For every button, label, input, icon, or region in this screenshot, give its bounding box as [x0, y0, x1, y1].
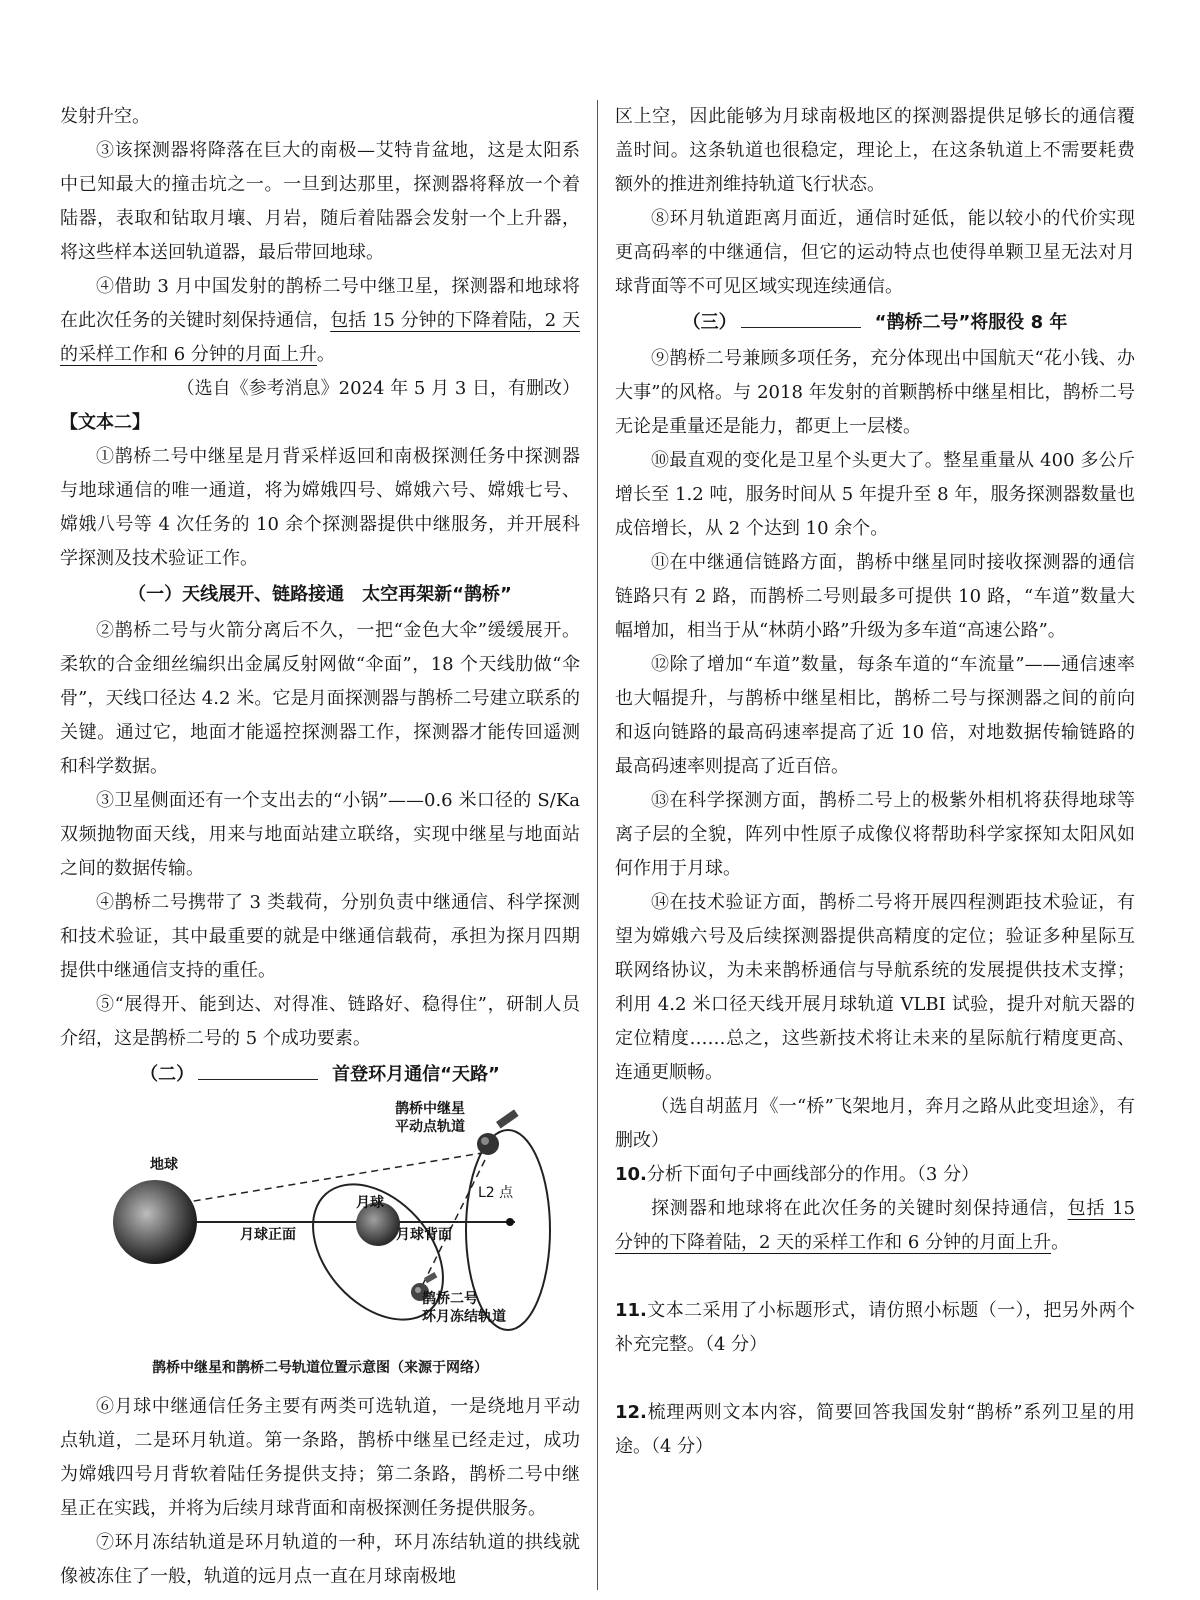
subheading-3: （三） “鹊桥二号”将服役 8 年 [615, 304, 1135, 342]
label-l2: L2 点 [478, 1185, 514, 1201]
text2-paragraph-10: ⑩最直观的变化是卫星个头更大了。整星重量从 400 多公斤增长至 1.2 吨，服务时间从 5 年提升至 8 年，服务探测器数量也成倍增长，从 2 个达到 10 余个。 [615, 450, 1135, 539]
underlined-sentence: 包括 15 分钟的下降着陆，2 天的采样工作和 6 分钟的月面上升 [60, 310, 580, 365]
text2-paragraph-7-continued: 区上空，因此能够为月球南极地区的探测器提供足够长的通信覆盖时间。这条轨道也很稳定，理论上，在这条轨道上不需要耗费额外的推进剂维持轨道飞行状态。 [615, 106, 1135, 195]
text2-paragraph-12: ⑫除了增加“车道”数量，每条车道的“车流量”——通信速率也大幅提升，与鹊桥中继星相比，鹊桥二号与探测器之间的前向和返向链路的最高码速率提高了近 10 倍，对地数据传输链路的最高码速率则提高了近百倍。 [615, 654, 1135, 777]
text2-paragraph-6: ⑥月球中继通信任务主要有两类可选轨道，一是绕地月平动点轨道，二是环月轨道。第一条路，鹊桥中继星已经走过，成功为嫦娥四号月背软着陆任务提供支持；第二条路，鹊桥二号中继星正在实践，并将为后续月球背面和南极探测任务提供服务。 [60, 1396, 580, 1519]
text1-paragraph-4: ④借助 3 月中国发射的鹊桥二号中继卫星，探测器和地球将在此次任务的关键时刻保持通信，包括 15 分钟的下降着陆，2 天的采样工作和 6 分钟的月面上升。 [60, 276, 580, 365]
label-relay-orbit: 鹊桥中继星 平动点轨道 [395, 1101, 465, 1135]
text2-source: （选自胡蓝月《一“桥”飞架地月，奔月之路从此变坦途》，有删改） [615, 1096, 1135, 1151]
question-12-text: 梳理两则文本内容，简要回答我国发射“鹊桥”系列卫星的用途。（4 分） [615, 1402, 1135, 1457]
label-far-side: 月球背面 [396, 1227, 452, 1243]
text2-paragraph-9: ⑨鹊桥二号兼顾多项任务，充分体现出中国航天“花小钱、办大事”的风格。与 2018 年发射的首颗鹊桥中继星相比，鹊桥二号无论是重量还是能力，都更上一层楼。 [615, 348, 1135, 437]
text1-source: （选自《参考消息》2024 年 5 月 3 日，有删改） [176, 378, 580, 399]
text1-paragraph-3: ③该探测器将降落在巨大的南极—艾特肯盆地，这是太阳系中已知最大的撞击坑之一。一旦到达那里，探测器将释放一个着陆器，表取和钻取月壤、月岩，随后着陆器会发射一个上升器，将这些样本送回轨道器，最后带回地球。 [60, 140, 580, 263]
text2-paragraph-1: ①鹊桥二号中继星是月背采样返回和南极探测任务中探测器与地球通信的唯一通道，将为嫦娥四号、嫦娥六号、嫦娥七号、嫦娥八号等 4 次任务的 10 余个探测器提供中继服务，并开展科学探测及技术验证工作。 [60, 446, 580, 569]
text2-paragraph-8: ⑧环月轨道距离月面近，通信时延低，能以较小的代价实现更高码率的中继通信，但它的运动特点也使得单颗卫星无法对月球背面等不可见区域实现连续通信。 [615, 208, 1135, 297]
relay-q2-link [420, 1160, 485, 1290]
figure-caption: 鹊桥中继星和鹊桥二号轨道位置示意图（来源于网络） [152, 1360, 488, 1376]
earth-icon [113, 1180, 197, 1264]
text2-paragraph-2: ②鹊桥二号与火箭分离后不久，一把“金色大伞”缓缓展开。柔软的合金细丝编织出金属反射网做“伞面”，18 个天线肋做“伞骨”，天线口径达 4.2 米。它是月面探测器与鹊桥二号建立联系的关键。通过它，地面才能遥控探测器工作，探测器才能传回遥测和科学数据。 [60, 620, 580, 777]
text1-paragraph-end: 发射升空。 [60, 106, 150, 127]
question-10-quote: 探测器和地球将在此次任务的关键时刻保持通信，包括 15 分钟的下降着陆，2 天的采样工作和 6 分钟的月面上升。 [615, 1198, 1135, 1253]
label-queqiao2-orbit: 鹊桥二号 环月冻结轨道 [422, 1291, 506, 1325]
question-10-text: 分析下面句子中画线部分的作用。（3 分） [646, 1164, 980, 1185]
question-12-number: 12. [615, 1402, 647, 1423]
question-11-text: 文本二采用了小标题形式，请仿照小标题（一），把另外两个补充完整。（4 分） [615, 1300, 1135, 1355]
text2-paragraph-5: ⑤“展得开、能到达、对得准、链路好、稳得住”，研制人员介绍，这是鹊桥二号的 5 个成功要素。 [60, 994, 580, 1049]
question-10-underlined: 包括 15 分钟的下降着陆，2 天的采样工作和 6 分钟的月面上升 [615, 1198, 1135, 1253]
text2-paragraph-4: ④鹊桥二号携带了 3 类载荷，分别负责中继通信、科学探测和技术验证，其中最重要的就是中继通信载荷，承担为探月四期提供中继通信支持的重任。 [60, 892, 580, 981]
label-moon: 月球 [356, 1195, 384, 1211]
text2-paragraph-3: ③卫星侧面还有一个支出去的“小锅”——0.6 米口径的 S/Ka 双频抛物面天线，用来与地面站建立联络，实现中继星与地面站之间的数据传输。 [60, 790, 580, 879]
label-earth: 地球 [150, 1157, 178, 1173]
l2-point-icon [506, 1218, 514, 1226]
text2-paragraph-14: ⑭在技术验证方面，鹊桥二号将开展四程测距技术验证，有望为嫦娥六号及后续探测器提供高精度的定位；验证多种星际互联网络协议，为未来鹊桥通信与导航系统的发展提供技术支撑；利用 4.2 米口径天线开展月球轨道 VLBI 试验，提升对航天器的定位精度……总之，这些新技术将让未来的星际航行精度更高、连通更顺畅。 [615, 892, 1135, 1083]
subheading-2: （二） 首登环月通信“天路” [60, 1056, 580, 1094]
label-near-side: 月球正面 [240, 1227, 296, 1243]
question-11-number: 11. [615, 1300, 647, 1321]
left-column [60, 100, 580, 1594]
question-10-number: 10. [615, 1164, 647, 1185]
answer-blank-3[interactable] [741, 305, 861, 328]
earth-relay-link [170, 1152, 488, 1205]
subheading-1: （一）天线展开、链路接通 太空再架新“鹊桥” [128, 584, 512, 605]
text2-paragraph-11: ⑪在中继通信链路方面，鹊桥中继星同时接收探测器的通信链路只有 2 路，而鹊桥二号则最多可提供 10 路，“车道”数量大幅增加，相当于从“林荫小路”升级为多车道“高速公路”。 [615, 552, 1135, 641]
question-12 [615, 1396, 1135, 1464]
orbit-diagram [60, 1100, 580, 1350]
text2-label: 【文本二】 [60, 412, 150, 433]
answer-blank-2[interactable] [198, 1057, 318, 1080]
text2-paragraph-13: ⑬在科学探测方面，鹊桥二号上的极紫外相机将获得地球等离子层的全貌，阵列中性原子成像仪将帮助科学家探知太阳风如何作用于月球。 [615, 790, 1135, 879]
text2-paragraph-7: ⑦环月冻结轨道是环月轨道的一种，环月冻结轨道的拱线就像被冻住了一般，轨道的远月点一直在月球南极地 [60, 1532, 580, 1587]
right-column [615, 100, 1135, 1464]
column-divider [597, 100, 598, 1590]
question-11 [615, 1294, 1135, 1362]
question-10 [615, 1158, 1135, 1260]
